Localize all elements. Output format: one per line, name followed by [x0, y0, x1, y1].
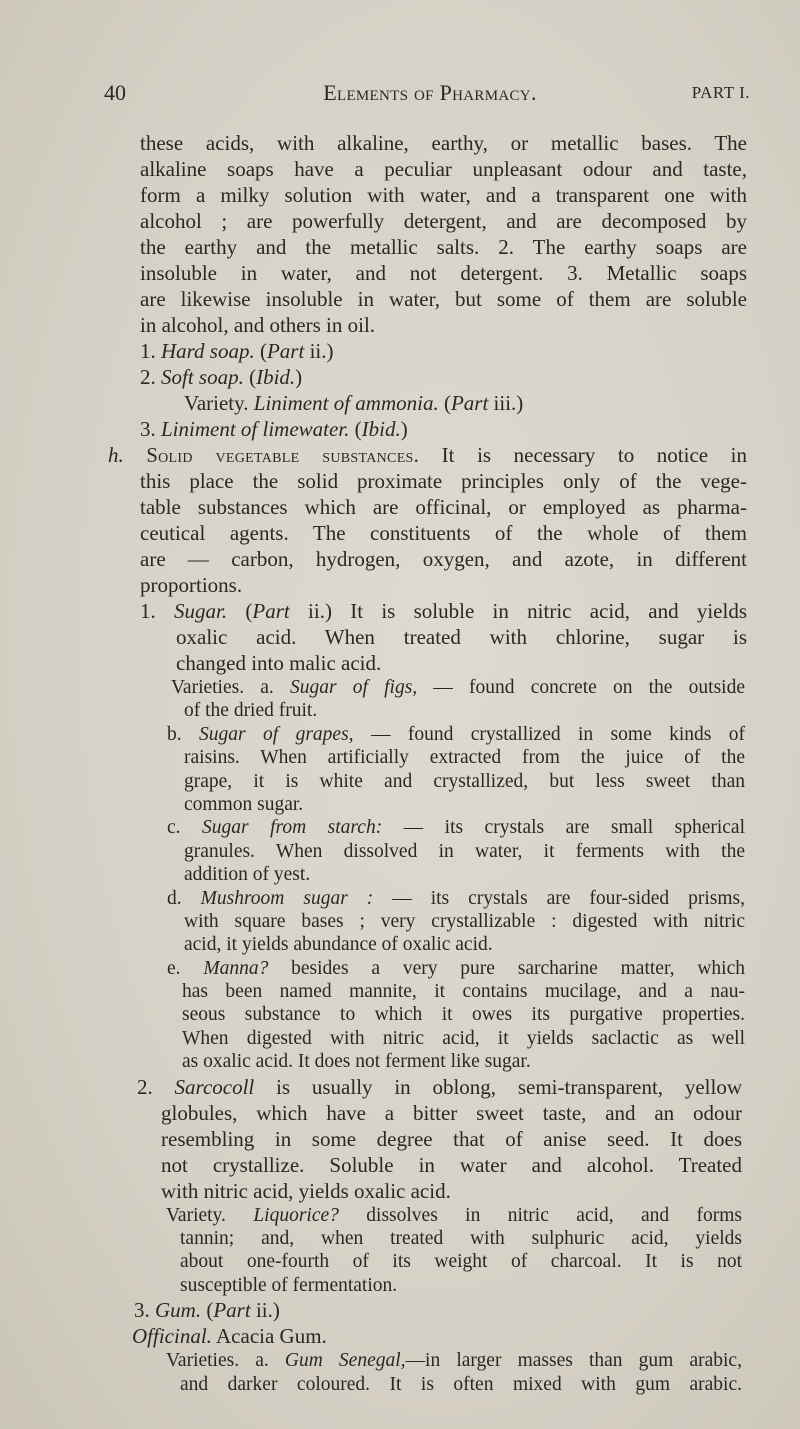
text-run: It is necessary to notice in [419, 443, 747, 467]
italic-text: Soft soap. [161, 365, 244, 389]
text-run: d. [167, 887, 201, 909]
text-run: common sugar. [184, 793, 304, 815]
text-line [171, 676, 745, 699]
text-line [140, 546, 747, 572]
text-run: this place the solid proximate principles only of the vege- [140, 469, 747, 493]
italic-text: Sugar. [174, 599, 228, 623]
text-line [184, 746, 745, 769]
text-run: — its crystals are small spherical [382, 817, 745, 839]
text-run: dissolves in nitric acid, and forms [338, 1204, 742, 1226]
text-line [140, 234, 747, 260]
italic-text: Mushroom sugar : [200, 887, 374, 909]
text-run: ( [438, 391, 451, 415]
text-run: as oxalic acid. It does not ferment like sugar. [182, 1051, 531, 1073]
text-run: susceptible of fermentation. [180, 1274, 398, 1296]
text-line [184, 910, 745, 933]
text-run: 2. [140, 365, 161, 389]
text-run: 1. [140, 599, 175, 623]
text-run: are likewise insoluble in water, but some of them are soluble [140, 287, 747, 311]
text-line [180, 1373, 742, 1396]
italic-text: h. [108, 443, 124, 467]
text-line [184, 793, 745, 816]
text-run: ( [243, 365, 257, 389]
text-run: — its crystals are four-sided prisms, [373, 887, 745, 909]
text-line [161, 1126, 742, 1152]
text-line [140, 416, 747, 442]
text-line [182, 1003, 745, 1026]
text-run: granules. When dissolved in water, it ferments with the [184, 840, 745, 862]
text-line [134, 1297, 742, 1323]
text-run: with square bases ; very crystallizable : digested with nitric [184, 910, 745, 932]
text-run: c. [167, 817, 203, 839]
text-line [140, 520, 747, 546]
text-run: e. [167, 957, 204, 979]
text-run: resembling in some degree that of anise seed. It does [161, 1126, 742, 1151]
section-heading: Solid vegetable substances. [146, 445, 420, 467]
text-run: ii.) [304, 339, 334, 363]
page-body-text [0, 130, 800, 1396]
text-run: Acacia Gum. [211, 1324, 327, 1349]
italic-text: Gum Senegal, [284, 1350, 406, 1372]
text-run: tannin; and, when treated with sulphuric acid, yields [180, 1228, 742, 1250]
text-run: and darker coloured. It is often mixed with gum arabic. [180, 1373, 742, 1395]
text-run: — found crystallized in some kinds of [353, 723, 745, 745]
text-run: besides a very pure sarcharine matter, which [268, 957, 745, 979]
text-run: ) [295, 365, 303, 389]
text-line [140, 494, 747, 520]
italic-text: Officinal. [132, 1324, 212, 1349]
italic-text: Liniment of ammonia. [253, 391, 439, 415]
text-line [184, 699, 745, 722]
text-line [140, 598, 747, 624]
text-line [167, 957, 745, 980]
text-run: ( [254, 339, 267, 363]
italic-text: Part [252, 599, 290, 623]
text-line [184, 390, 747, 416]
text-line [166, 1349, 742, 1372]
text-line [132, 1323, 742, 1349]
text-run: — found concrete on the outside [417, 677, 745, 698]
text-run: acid, it yields abundance of oxalic acid. [184, 934, 493, 956]
text-line [184, 840, 745, 863]
text-line [167, 723, 745, 746]
text-run: When digested with nitric acid, it yields saclactic as well [182, 1027, 745, 1049]
page-number: 40 [104, 80, 126, 105]
text-line [140, 260, 747, 286]
italic-text: Manna? [203, 957, 269, 979]
italic-text: Part [266, 339, 305, 363]
text-line [182, 1027, 745, 1050]
text-line [140, 364, 747, 390]
text-run: addition of yest. [184, 864, 311, 886]
text-line [184, 770, 745, 793]
italic-text: Sugar of figs, [290, 677, 418, 698]
text-run: table substances which are officinal, or employed as pharma- [140, 495, 747, 519]
text-run: ii.) [250, 1298, 280, 1323]
text-run: 2. [137, 1074, 175, 1099]
text-line [140, 468, 747, 494]
text-run: Variety. [184, 391, 254, 415]
text-line [140, 156, 747, 182]
italic-text: Hard soap. [161, 339, 255, 363]
text-line [166, 1204, 742, 1227]
text-run: alcohol ; are powerfully detergent, and are decomposed by [140, 209, 747, 233]
text-run: proportions. [140, 573, 243, 597]
italic-text: Sugar of grapes, [199, 723, 354, 745]
text-run: Variety. [166, 1204, 254, 1226]
italic-text: Part [213, 1298, 251, 1323]
text-run: oxalic acid. When treated with chlorine, sugar is [176, 625, 747, 649]
text-line [137, 1074, 742, 1100]
text-line [176, 650, 747, 676]
text-run: in alcohol, and others in oil. [140, 313, 376, 337]
text-line [140, 182, 747, 208]
italic-text: Liniment of limewater. [161, 417, 350, 441]
text-run: 1. [140, 339, 161, 363]
italic-text: Gum. [155, 1298, 202, 1323]
text-line [167, 816, 745, 839]
text-run: globules, which have a bitter sweet taste, and an odour [161, 1100, 742, 1125]
text-line [108, 442, 747, 468]
text-run: iii.) [488, 391, 524, 415]
text-line [161, 1100, 742, 1126]
text-run: of the dried fruit. [184, 700, 318, 722]
italic-text: Sugar from starch: [202, 817, 383, 839]
text-run: these acids, with alkaline, earthy, or metallic bases. The [140, 131, 747, 155]
text-line [140, 572, 747, 598]
text-line [184, 933, 745, 956]
italic-text: Part [450, 391, 489, 415]
text-line [161, 1178, 742, 1204]
text-run: ( [201, 1298, 214, 1323]
text-run: are — carbon, hydrogen, oxygen, and azote, in different [140, 547, 747, 571]
text-run [124, 443, 147, 467]
part-label: PART I. [691, 83, 750, 102]
text-run: with nitric acid, yields oxalic acid. [161, 1178, 451, 1203]
text-line [180, 1274, 742, 1297]
text-line [140, 130, 747, 156]
text-line [140, 312, 747, 338]
text-run: Varieties. a. [171, 677, 290, 698]
text-line [167, 887, 745, 910]
text-line [184, 863, 745, 886]
text-run: not crystallize. Soluble in water and alcohol. Treated [161, 1152, 742, 1177]
text-line [140, 338, 747, 364]
text-line [182, 980, 745, 1003]
text-run: alkaline soaps have a peculiar unpleasant odour and taste, [140, 157, 747, 181]
text-run: grape, it is white and crystallized, but less sweet than [184, 770, 745, 792]
text-line [140, 208, 747, 234]
text-run: seous substance to which it owes its purgative properties. [182, 1004, 745, 1026]
text-run: 3. [134, 1298, 155, 1323]
text-line [161, 1152, 742, 1178]
text-line [180, 1250, 742, 1273]
text-line [176, 624, 747, 650]
italic-text: Liquorice? [253, 1204, 339, 1226]
text-line [140, 286, 747, 312]
text-run: ( [227, 599, 253, 623]
text-line [180, 1227, 742, 1250]
text-run: ) [400, 417, 408, 441]
italic-text: Ibid. [361, 417, 401, 441]
text-run: about one-fourth of its weight of charcoal. It is not [180, 1251, 742, 1273]
text-run: insoluble in water, and not detergent. 3. Metallic soaps [140, 261, 747, 285]
text-run: is usually in oblong, semi-transparent, yellow [254, 1074, 742, 1099]
text-line [182, 1050, 745, 1073]
text-run: ( [349, 417, 362, 441]
text-run: 3. [140, 417, 161, 441]
italic-text: Sarcocoll [174, 1074, 255, 1099]
text-run: ceutical agents. The constituents of the whole of them [140, 521, 747, 545]
text-run: ii.) It is soluble in nitric acid, and yields [289, 599, 747, 623]
text-run: the earthy and the metallic salts. 2. The earthy soaps are [140, 235, 747, 259]
text-run: has been named mannite, it contains mucilage, and a nau- [182, 981, 745, 1003]
text-run: changed into malic acid. [176, 651, 382, 675]
text-run: —in larger masses than gum arabic, [405, 1350, 742, 1372]
italic-text: Ibid. [256, 365, 296, 389]
text-run: raisins. When artificially extracted from the juice of the [184, 747, 745, 769]
text-run: form a milky solution with water, and a transparent one with [140, 183, 747, 207]
running-title: Elements of Pharmacy. [323, 80, 537, 105]
text-run: b. [167, 723, 200, 745]
text-run: Varieties. a. [166, 1350, 285, 1372]
